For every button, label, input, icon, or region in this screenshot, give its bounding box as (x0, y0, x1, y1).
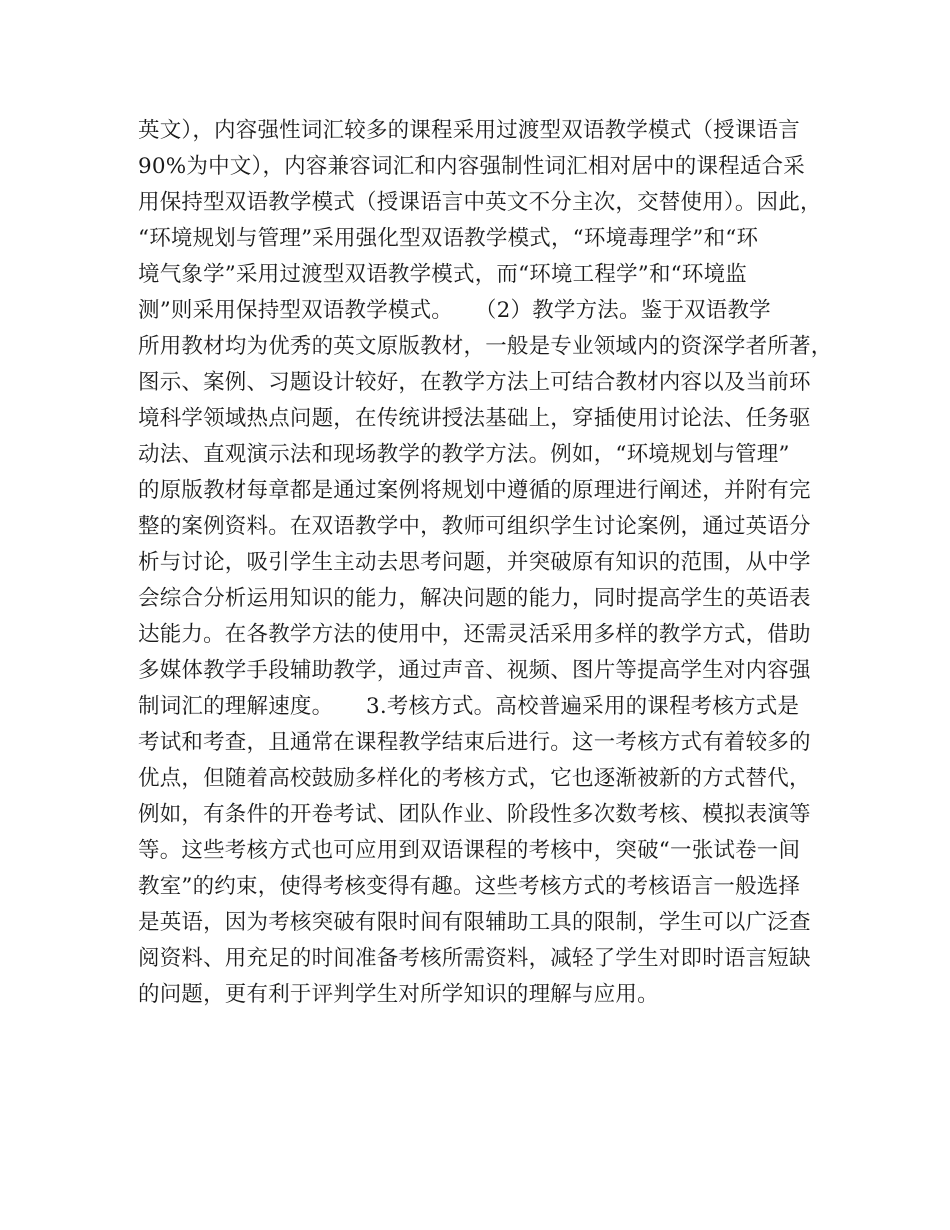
text-line: 是英语，因为考核突破有限时间有限辅助工具的限制，学生可以广泛查 (138, 910, 811, 935)
text-line: 会综合分析运用知识的能力，解决问题的能力，同时提高学生的英语表 (138, 586, 811, 611)
text-line: 所用教材均为优秀的英文原版教材，一般是专业领域内的资深学者所著， (138, 334, 833, 359)
text-line: “环境规划与管理”采用强化型双语教学模式，“环境毒理学”和“环 (138, 226, 759, 251)
text-line: 达能力。在各教学方法的使用中，还需灵活采用多样的教学方式，借助 (138, 622, 811, 647)
text-line: 动法、直观演示法和现场教学的教学方法。例如，“环境规划与管理” (138, 442, 790, 467)
text-line: 阅资料、用充足的时间准备考核所需资料，减轻了学生对即时语言短缺 (138, 946, 811, 971)
text-line: 图示、案例、习题设计较好，在教学方法上可结合教材内容以及当前环 (138, 370, 811, 395)
text-line: 英文），内容强性词汇较多的课程采用过渡型双语教学模式（授课语言 (138, 118, 800, 143)
text-line: 考试和考查，且通常在课程教学结束后进行。这一考核方式有着较多的 (138, 730, 811, 755)
text-line: 制词汇的理解速度。 3.考核方式。高校普遍采用的课程考核方式是 (138, 694, 800, 719)
text-line: 的原版教材每章都是通过案例将规划中遵循的原理进行阐述，并附有完 (138, 478, 811, 503)
text-line: 90%为中文），内容兼容词汇和内容强制性词汇相对居中的课程适合采 (138, 154, 805, 179)
text-line: 整的案例资料。在双语教学中，教师可组织学生讨论案例，通过英语分 (138, 514, 811, 539)
text-line: 析与讨论，吸引学生主动去思考问题，并突破原有知识的范围，从中学 (138, 550, 811, 575)
text-line: 例如，有条件的开卷考试、团队作业、阶段性多次数考核、模拟表演等 (138, 802, 811, 827)
text-line: 的问题，更有利于评判学生对所学知识的理解与应用。 (138, 982, 659, 1007)
text-line: 境气象学”采用过渡型双语教学模式，而“环境工程学”和“环境监 (138, 262, 747, 287)
text-line: 多媒体教学手段辅助教学，通过声音、视频、图片等提高学生对内容强 (138, 658, 811, 683)
text-line: 等。这些考核方式也可应用到双语课程的考核中，突破“一张试卷一间 (138, 838, 801, 863)
text-line: 测”则采用保持型双语教学模式。 （2）教学方法。鉴于双语教学 (138, 298, 771, 323)
text-line: 教室”的约束，使得考核变得有趣。这些考核方式的考核语言一般选择 (138, 874, 801, 899)
text-line: 境科学领域热点问题，在传统讲授法基础上，穿插使用讨论法、任务驱 (138, 406, 811, 431)
text-line: 优点，但随着高校鼓励多样化的考核方式，它也逐渐被新的方式替代， (138, 766, 811, 791)
text-line: 用保持型双语教学模式（授课语言中英文不分主次，交替使用）。因此， (138, 190, 822, 215)
body-paragraph (138, 113, 833, 1013)
